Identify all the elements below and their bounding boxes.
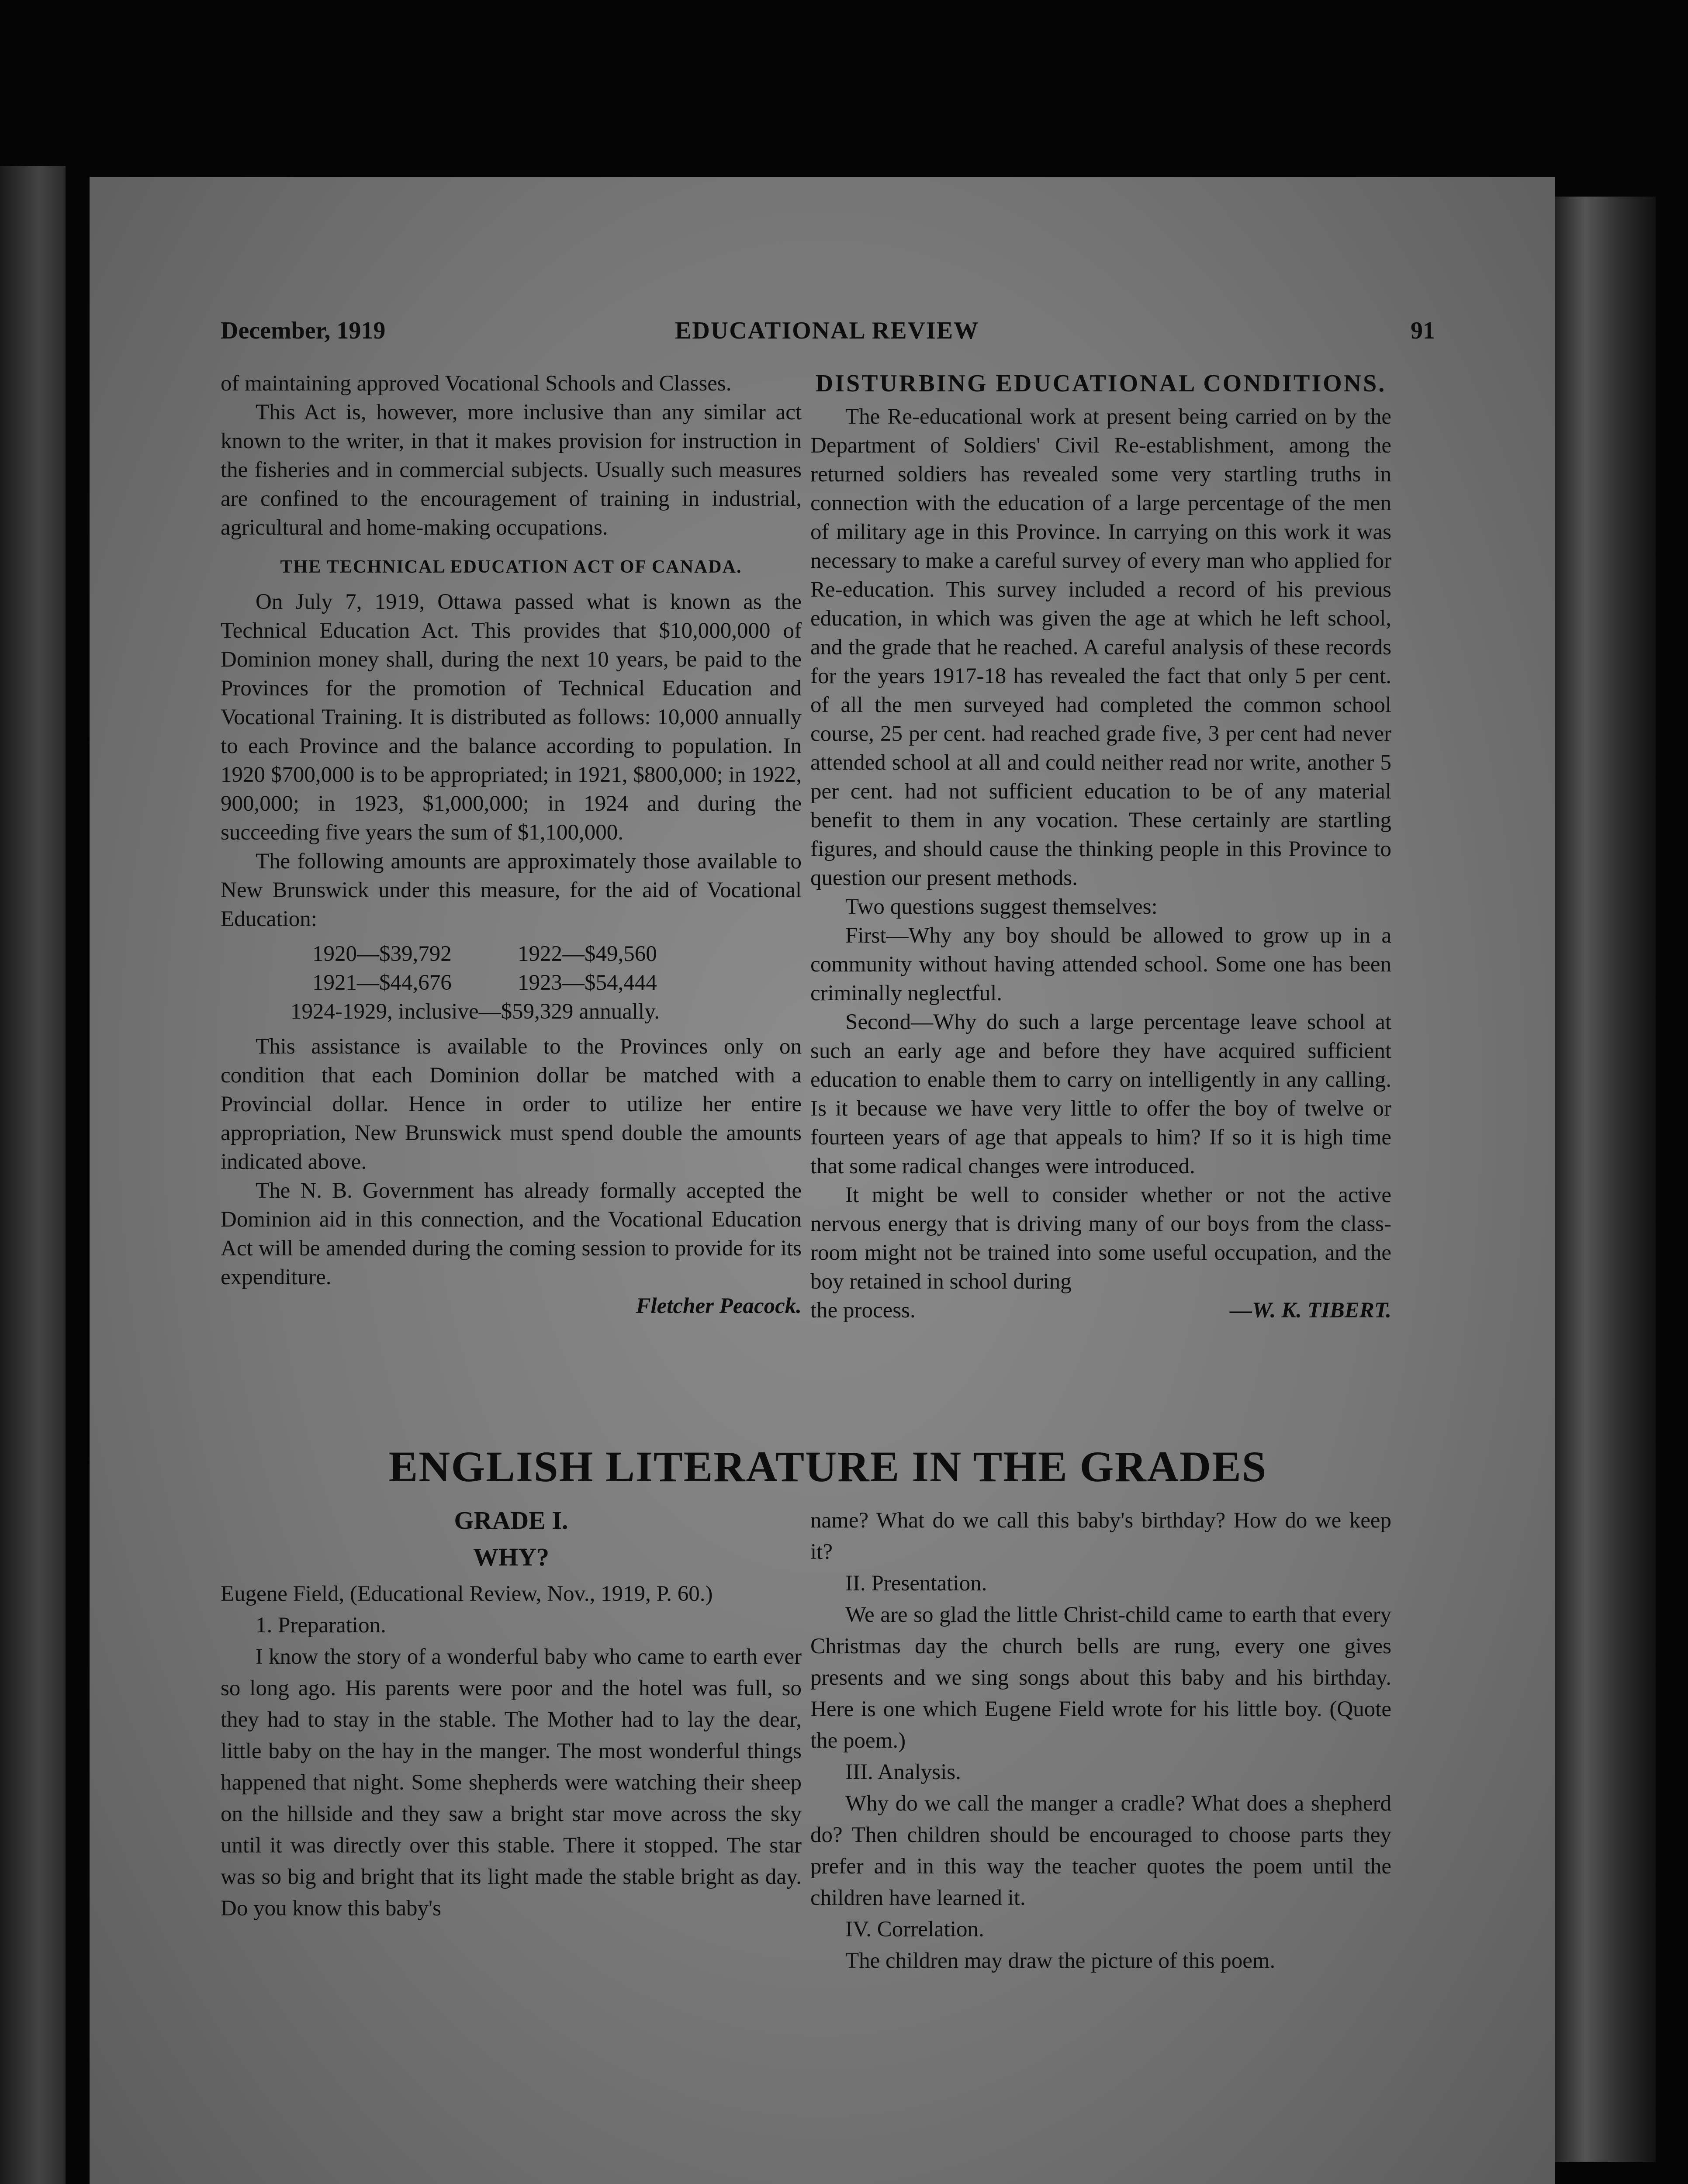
adjacent-page-edge [0, 166, 66, 2184]
paragraph: The Re-educational work at present being carried on by the Department of Soldiers' Civil Re-establishment, among the returned soldiers has revealed some very startling truths in connection with the education of a large percentage of the men of military age in this Province. In carrying on this work it was necessary to make a careful survey of every man who applied for Re-education. This survey included a record of his previous education, in which was given the age at which he left school, and the grade that he reached. A careful analysis of these records for the years 1917-18 has revealed the fact that only 5 per cent. of all the men surveyed had completed the common school course, 25 per cent. had reached grade five, 3 per cent had never attended school at all and could neither read nor write, another 5 per cent. had not sufficient education to be of any material benefit to them in any vocation. These certainly are startling figures, and should cause the thinking people in this Province to question our present methods. [810, 404, 1391, 890]
paragraph: This Act is, however, more inclusive than any similar act known to the writer, in that it makes provision for instruction in the fisheries and in commercial subjects. Usually such measures are confined to the encouragement of training in industrial, agricultural and home-making occupations. [221, 400, 802, 540]
book-page-stack [1555, 197, 1656, 2162]
amount-1922: 1922—$49,560 [518, 942, 657, 966]
article-title: ENGLISH LITERATURE IN THE GRADES [388, 1442, 1267, 1491]
closing-line [810, 1296, 1391, 1325]
lesson-right-column [810, 1505, 1391, 1977]
author-signature: Fletcher Peacock. [636, 1294, 802, 1318]
paragraph: On July 7, 1919, Ottawa passed what is known as the Technical Education Act. This provides that $10,000,000 of Dominion money shall, during the next 10 years, be paid to the Provinces for the promotion of Technical Education and Vocational Training. It is distributed as follows: 10,000 annually to each Province and the balance according to population. In 1920 $700,000 is to be appropriated; in 1921, $800,000; in 1922, 900,000; in 1923, $1,000,000; in 1924 and during the succeeding five years the sum of $1,100,000. [221, 590, 802, 845]
lesson-left-column [221, 1505, 802, 1924]
paragraph: I know the story of a wonderful baby who came to earth ever so long ago. His parents were poor and the hotel was full, so they had to stay in the stable. The Mother had to lay the dear, little baby on the hay in the manger. The most wonderful things happened that night. Some shepherds were watching their sheep on the hillside and they saw a bright star move across the sky until it was directly over this stable. There it stopped. The star was so big and bright that its light made the stable bright as day. Do you know this baby's [221, 1645, 802, 1921]
paragraph: The following amounts are approximately those available to New Brunswick under this measure, for the aid of Vocational Education: [221, 849, 802, 931]
step-label: III. Analysis. [845, 1760, 961, 1784]
paragraph: name? What do we call this baby's birthday? How do we keep it? [810, 1508, 1391, 1564]
paragraph: We are so glad the little Christ-child came to earth that every Christmas day the church bells are rung, every one gives presents and we sing songs about this baby and his birthday. Here is one which Eugene Field wrote for his little boy. (Quote the poem.) [810, 1603, 1391, 1753]
amounts-table [221, 940, 802, 1026]
paragraph: First—Why any boy should be allowed to grow up in a community without having attended school. Some one has been criminally neglectful. [810, 923, 1391, 1006]
issue-date: December, 1919 [221, 317, 386, 344]
amounts-row [221, 997, 802, 1026]
paragraph: Two questions suggest themselves: [845, 895, 1158, 919]
page-number: 91 [1411, 317, 1435, 344]
section-heading: THE TECHNICAL EDUCATION ACT OF CANADA. [280, 557, 742, 577]
running-head [221, 317, 1435, 356]
right-column [810, 369, 1391, 1325]
grade-heading: GRADE I. [454, 1506, 568, 1534]
amount-1923: 1923—$54,444 [518, 971, 657, 995]
amounts-row [221, 940, 802, 968]
poem-source: Eugene Field, (Educational Review, Nov., 1919, P. 60.) [221, 1582, 713, 1606]
amount-1921: 1921—$44,676 [312, 971, 452, 995]
journal-title: EDUCATIONAL REVIEW [675, 317, 979, 344]
step-label: 1. Preparation. [256, 1613, 386, 1638]
paragraph-end: the process. [810, 1298, 916, 1323]
paragraph: It might be well to consider whether or not the active nervous energy that is driving many of our boys from the class-room might not be trained into some useful occupation, and the boy retained in school during [810, 1183, 1391, 1294]
poem-title: WHY? [473, 1543, 549, 1571]
section-heading: DISTURBING EDUCATIONAL CONDITIONS. [815, 370, 1387, 397]
paragraph: Second—Why do such a large percentage leave school at such an early age and before they have acquired sufficient education to enable them to carry on intelligently in any calling. Is it because we have very little to offer the boy of twelve or fourteen years of age that appeals to him? If so it is high time that some radical changes were introduced. [810, 1010, 1391, 1178]
step-label: IV. Correlation. [845, 1917, 984, 1942]
amount-1920: 1920—$39,792 [312, 942, 452, 966]
paragraph: This assistance is available to the Provinces only on condition that each Dominion dollar be matched with a Provincial dollar. Hence in order to utilize her entire appropriation, New Brunswick must spend double the amounts indicated above. [221, 1034, 802, 1174]
step-label: II. Presentation. [845, 1571, 987, 1596]
author-signature: —W. K. TIBERT. [1230, 1298, 1391, 1323]
amount-1924-1929: 1924-1929, inclusive—$59,329 annually. [291, 999, 660, 1024]
left-column [221, 369, 802, 1320]
journal-page [90, 177, 1555, 2184]
paragraph: The N. B. Government has already formally accepted the Dominion aid in this connection, and the Vocational Education Act will be amended during the coming session to provide for its expenditure. [221, 1178, 802, 1289]
paragraph: of maintaining approved Vocational Schools and Classes. [221, 371, 732, 396]
paragraph: Why do we call the manger a cradle? What does a shepherd do? Then children should be encouraged to choose parts they prefer and in this way the teacher quotes the poem until the children have learned it. [810, 1791, 1391, 1910]
paragraph: The children may draw the picture of this poem. [845, 1949, 1276, 1973]
amounts-row [221, 968, 802, 997]
